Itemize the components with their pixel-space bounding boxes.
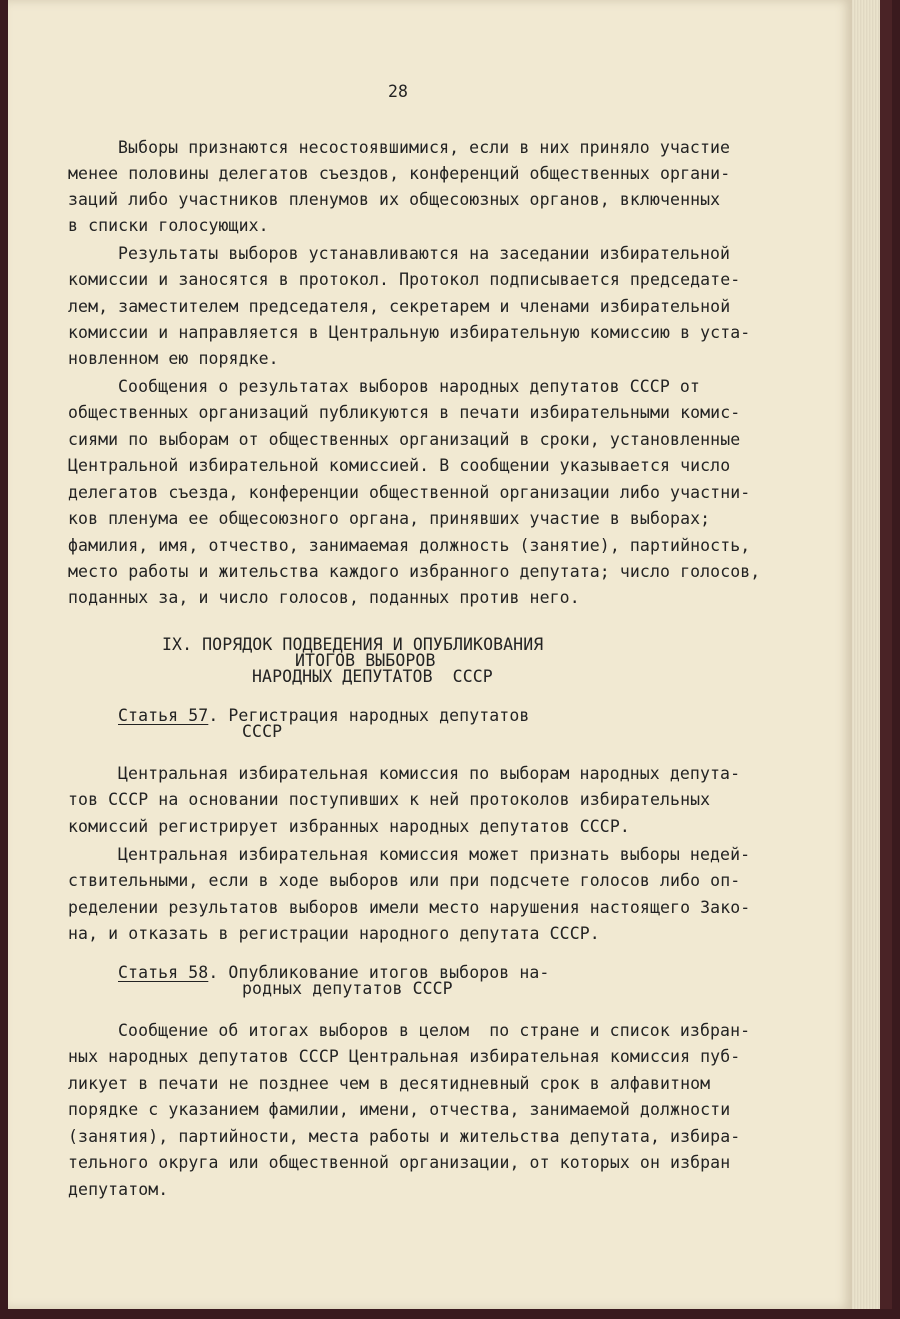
paragraph-line: тельного округа или общественной организации, от которых он избран <box>68 1153 731 1172</box>
paragraph-line: Центральной избирательной комиссией. В сообщении указывается число <box>68 456 731 475</box>
article-title-continued: СССР <box>242 722 283 741</box>
paragraph-line: менее половины делегатов съездов, конференций общественных органи- <box>68 164 731 183</box>
paragraph-line: лем, заместителем председателя, секретарем и членами избирательной <box>68 297 731 316</box>
paragraph-line: ных народных депутатов СССР Центральная избирательная комиссия пуб- <box>68 1047 741 1066</box>
paragraph-line: новленном ею порядке. <box>68 349 279 368</box>
paragraph-line: заций либо участников пленумов их общесоюзных органов, включенных <box>68 190 721 209</box>
article-title: . Опубликование итогов выборов на- <box>208 963 550 982</box>
paragraph-line: порядке с указанием фамилии, имени, отчества, занимаемой должности <box>68 1100 731 1119</box>
article-label: Статья 57 <box>118 706 209 725</box>
section-heading-line: ИТОГОВ ВЫБОРОВ <box>295 651 436 670</box>
paragraph-line: фамилия, имя, отчество, занимаемая должность (занятие), партийность, <box>68 536 751 555</box>
paragraph-line: ков пленума ее общесоюзного органа, принявших участие в выборах; <box>68 509 711 528</box>
paragraph-line: Центральная избирательная комиссия может признать выборы недей- <box>118 845 751 864</box>
paragraph-line: тов СССР на основании поступивших к ней протоколов избирательных <box>68 790 711 809</box>
paragraph-line: общественных организаций публикуются в печати избирательными комис- <box>68 403 741 422</box>
paragraph-line: на, и отказать в регистрации народного депутата СССР. <box>68 924 600 943</box>
paragraph-line: в списки голосующих. <box>68 216 269 235</box>
paragraph-line: поданных за, и число голосов, поданных против него. <box>68 588 580 607</box>
article-heading <box>118 708 529 724</box>
article-title-continued: родных депутатов СССР <box>242 979 453 998</box>
article-title: . Регистрация народных депутатов <box>208 706 530 725</box>
paragraph-line: ределении результатов выборов имели место нарушения настоящего Зако- <box>68 898 751 917</box>
section-heading-line: НАРОДНЫХ ДЕПУТАТОВ СССР <box>252 667 493 686</box>
paragraph-line: делегатов съезда, конференции общественной организации либо участни- <box>68 483 751 502</box>
paragraph-line: комиссии и направляется в Центральную избирательную комиссию в уста- <box>68 323 751 342</box>
paragraph-line: Сообщение об итогах выборов в целом по стране и список избран- <box>118 1021 751 1040</box>
paragraph-line: комиссий регистрирует избранных народных депутатов СССР. <box>68 817 630 836</box>
paragraph-line: комиссии и заносятся в протокол. Протокол подписывается председате- <box>68 270 741 289</box>
paragraph-line: ствительными, если в ходе выборов или при подсчете голосов либо оп- <box>68 871 741 890</box>
paragraph-line: (занятия), партийности, места работы и жительства депутата, избира- <box>68 1127 741 1146</box>
paragraph-line: Центральная избирательная комиссия по выборам народных депута- <box>118 764 741 783</box>
article-label: Статья 58 <box>118 963 209 982</box>
paragraph-line: сиями по выборам от общественных организаций в сроки, установленные <box>68 430 741 449</box>
paragraph-line: Выборы признаются несостоявшимися, если в них приняло участие <box>118 138 731 157</box>
section-heading-line: IX. ПОРЯДОК ПОДВЕДЕНИЯ И ОПУБЛИКОВАНИЯ <box>162 635 544 654</box>
page-number: 28 <box>388 82 409 101</box>
paragraph-line: Сообщения о результатах выборов народных депутатов СССР от <box>118 377 700 396</box>
paragraph-line: ликует в печати не позднее чем в десятидневный срок в алфавитном <box>68 1074 711 1093</box>
paragraph-line: депутатом. <box>68 1180 169 1199</box>
paragraph-line: Результаты выборов устанавливаются на заседании избирательной <box>118 244 731 263</box>
paragraph-line: место работы и жительства каждого избранного депутата; число голосов, <box>68 562 761 581</box>
